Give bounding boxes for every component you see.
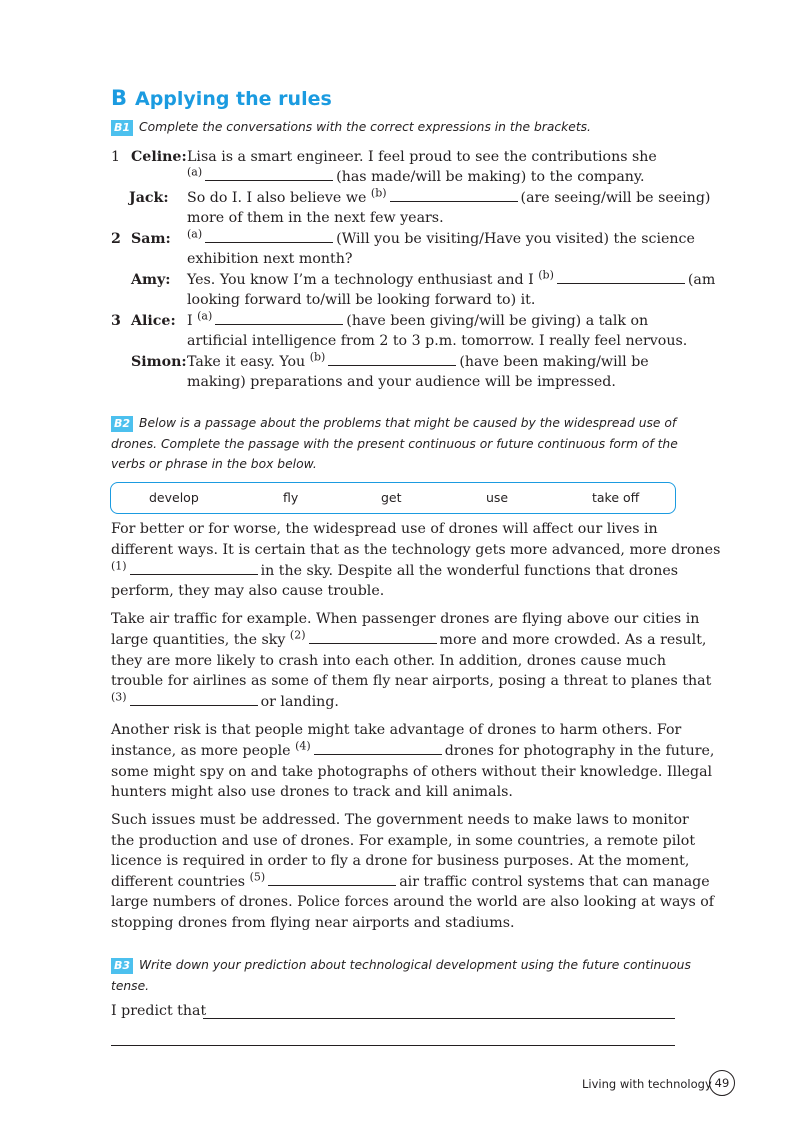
simon-options: (have been making/will be (459, 354, 649, 370)
alice-line-2: artificial intelligence from 2 to 3 p.m. tomorrow. I really feel nervous. (187, 333, 688, 349)
passage-line: For better or for worse, the widespread use of drones will affect our lives in (111, 521, 658, 537)
passage-line: Take air traffic for example. When passenger drones are flying above our cities in (111, 611, 700, 627)
word-take-off: take off (592, 490, 640, 505)
passage-blank-5[interactable] (268, 873, 396, 886)
footer-chapter: Living with technology (582, 1077, 712, 1091)
passage-blank-4[interactable] (314, 742, 442, 755)
passage-line (111, 561, 678, 581)
section-letter: B (111, 86, 128, 110)
passage-text: or landing. (260, 694, 339, 710)
b2-instruction-line: Below is a passage about the problems that might be caused by the widespread use of (139, 416, 677, 430)
b1-instruction-row (111, 117, 591, 138)
passage-blank-1[interactable] (130, 562, 258, 575)
passage-line: different ways. It is certain that as the technology gets more advanced, more drones (111, 542, 721, 558)
speaker-celine: Celine: (131, 149, 187, 165)
passage-line: perform, they may also cause trouble. (111, 583, 385, 599)
passage-line: hunters might also use drones to track and kill animals. (111, 784, 513, 800)
passage-line: some might spy on and take photographs of others without their knowledge. Illegal (111, 764, 713, 780)
speaker-sam: Sam: (131, 231, 171, 247)
prediction-answer-line-1[interactable] (203, 1018, 675, 1019)
celine-text: (has made/will be making) to the company. (336, 169, 645, 185)
passage-blank-3[interactable] (130, 693, 258, 706)
blank-marker: (5) (249, 870, 266, 884)
b3-tag: B3 (111, 958, 133, 974)
celine-line-1: Lisa is a smart engineer. I feel proud to see the contributions she (187, 149, 657, 165)
b2-instruction (111, 413, 691, 475)
jack-text: So do I. I also believe we (187, 190, 367, 206)
passage-text: drones for photography in the future, (444, 743, 715, 759)
blank-marker: (b) (538, 268, 554, 282)
sam-line-1 (187, 229, 695, 249)
passage-line: the production and use of drones. For example, in some countries, a remote pilot (111, 833, 696, 849)
passage-blank-2[interactable] (309, 631, 437, 644)
page-number: 49 (709, 1070, 735, 1096)
passage-line (111, 741, 714, 761)
passage-line: Such issues must be addressed. The government needs to make laws to monitor (111, 812, 689, 828)
speaker-alice: Alice: (131, 313, 176, 329)
passage-text: more and more crowded. As a result, (439, 632, 707, 648)
prediction-answer-line-2[interactable] (111, 1045, 675, 1046)
blank-marker: (2) (289, 628, 306, 642)
word-box (110, 482, 676, 514)
simon-line-2: making) preparations and your audience will be impressed. (187, 374, 616, 390)
amy-text: Yes. You know I’m a technology enthusiast and I (187, 272, 534, 288)
answer-blank-3b[interactable] (328, 353, 456, 366)
b2-instruction-line: verbs or phrase in the box below. (111, 457, 317, 471)
blank-marker: (a) (197, 309, 213, 323)
passage-line (111, 872, 710, 892)
blank-marker: (b) (370, 186, 387, 200)
blank-marker: (a) (187, 227, 203, 241)
b1-instruction: Complete the conversations with the correct expressions in the brackets. (139, 120, 591, 134)
alice-options: (have been giving/will be giving) a talk on (346, 313, 649, 329)
item-number: 2 (111, 231, 121, 247)
amy-line-1 (187, 270, 715, 290)
b3-instruction-line: tense. (111, 978, 150, 993)
blank-marker: (3) (111, 690, 127, 704)
b2-instruction-line: drones. Complete the passage with the present continuous or future continuous form of the (111, 436, 678, 451)
b3-instruction (111, 955, 691, 996)
passage-text: different countries (111, 874, 246, 890)
jack-line-1 (187, 188, 710, 208)
passage-line: trouble for airlines as some of them fly near airports, posing a threat to planes that (111, 673, 712, 689)
passage-line: licence is required in order to fly a drone for business purposes. At the moment, (111, 853, 690, 869)
alice-line-1 (187, 311, 648, 331)
passage-line (111, 630, 706, 650)
b2-tag: B2 (111, 416, 133, 432)
answer-blank-2a[interactable] (205, 230, 333, 243)
alice-text: I (187, 313, 193, 329)
item-number: 3 (111, 313, 121, 329)
section-title: Applying the rules (135, 88, 332, 110)
blank-marker: (4) (295, 739, 311, 753)
passage-line: Another risk is that people might take advantage of drones to harm others. For (111, 722, 682, 738)
speaker-amy: Amy: (131, 272, 171, 288)
b1-tag: B1 (111, 120, 133, 136)
answer-blank-2b[interactable] (557, 271, 685, 284)
celine-line-2 (187, 167, 645, 187)
word-develop: develop (149, 490, 199, 505)
answer-blank-3a[interactable] (215, 312, 343, 325)
sam-text: (Will you be visiting/Have you visited) the science (336, 231, 695, 247)
jack-options: (are seeing/will be seeing) (520, 190, 711, 206)
word-get: get (381, 490, 402, 505)
word-use: use (486, 490, 509, 505)
passage-text: in the sky. Despite all the wonderful functions that drones (260, 563, 679, 579)
speaker-simon: Simon: (131, 354, 187, 370)
sam-line-2: exhibition next month? (187, 251, 353, 267)
amy-options: (am (687, 272, 716, 288)
jack-line-2: more of them in the next few years. (187, 210, 444, 226)
amy-line-2: looking forward to/will be looking forward to) it. (187, 292, 536, 308)
blank-marker: (a) (187, 165, 203, 179)
passage-line: they are more likely to crash into each other. In addition, drones cause much (111, 653, 666, 669)
blank-marker: (1) (111, 559, 127, 573)
blank-marker: (b) (309, 350, 326, 364)
passage-line (111, 692, 339, 712)
passage-text: instance, as more people (111, 743, 291, 759)
prediction-prompt: I predict that (111, 1003, 207, 1019)
simon-text: Take it easy. You (187, 354, 306, 370)
speaker-jack: Jack: (129, 190, 169, 206)
answer-blank-1b[interactable] (390, 189, 518, 202)
answer-blank-1a[interactable] (205, 168, 333, 181)
passage-line: large numbers of drones. Police forces around the world are also looking at ways of (111, 894, 715, 910)
item-number: 1 (111, 149, 121, 165)
word-fly: fly (283, 490, 299, 505)
passage-line: stopping drones from flying near airports and stadiums. (111, 915, 515, 931)
passage-text: air traffic control systems that can manage (399, 874, 710, 890)
simon-line-1 (187, 352, 649, 372)
b3-instruction-line: Write down your prediction about technological development using the future continuous (139, 958, 691, 972)
passage-text: large quantities, the sky (111, 632, 286, 648)
